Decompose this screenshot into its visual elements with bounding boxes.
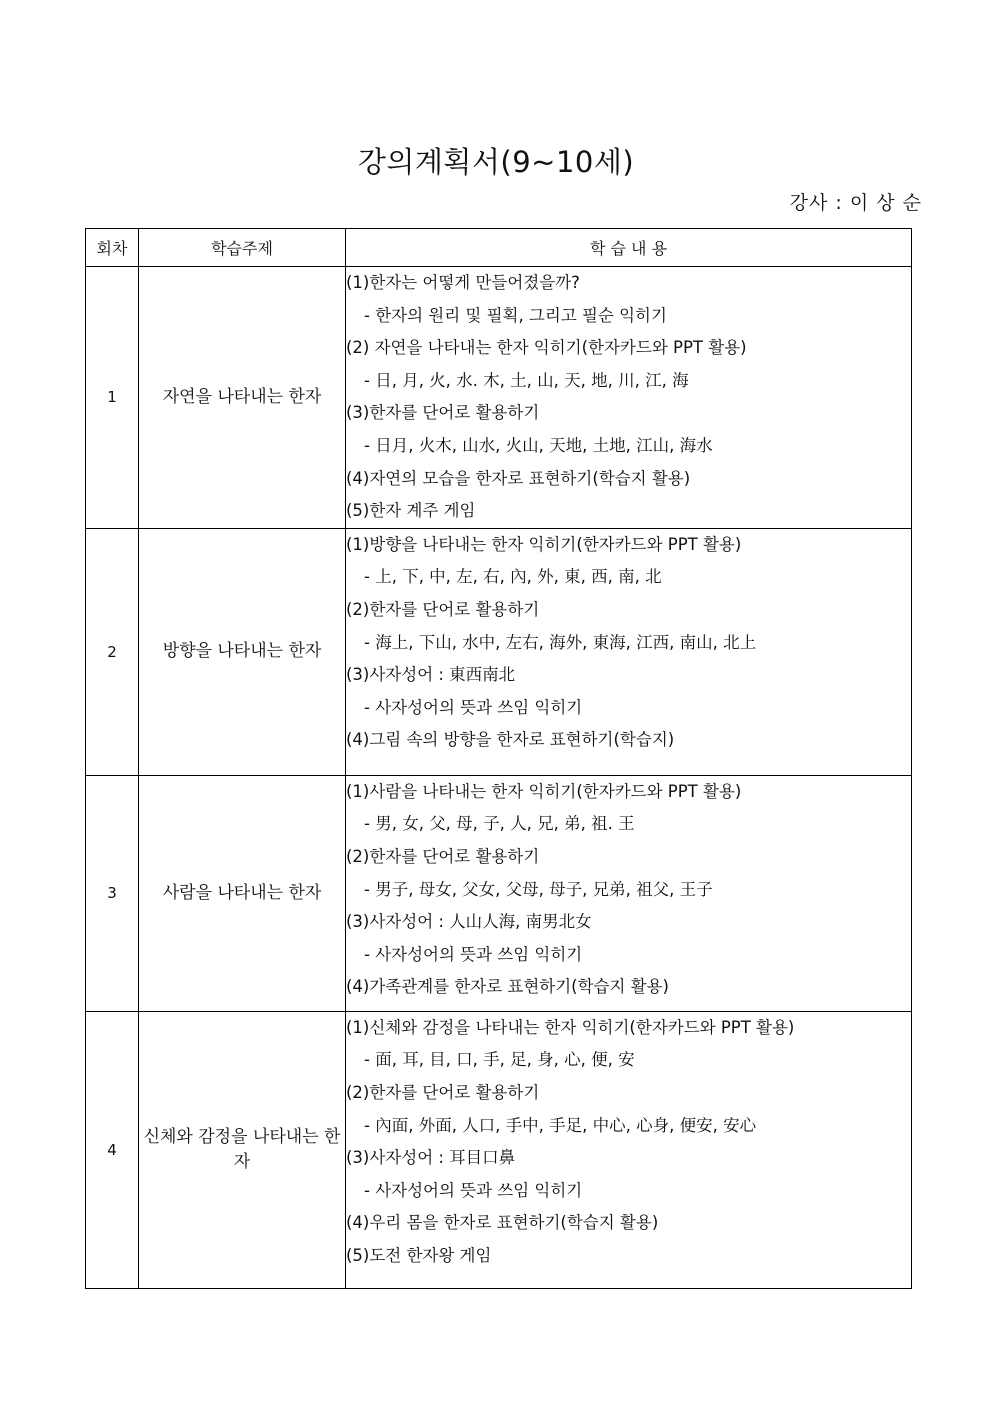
instructor-name: 강사 : 이 상 순 (789, 192, 922, 214)
content-line: - 內面, 外面, 人口, 手中, 手足, 中心, 心身, 便安, 安心 (364, 1115, 757, 1135)
session-number: 3 (86, 775, 139, 1011)
content-line: (1)신체와 감정을 나타내는 한자 익히기(한자카드와 PPT 활용) (346, 1017, 795, 1037)
content-line: (5)도전 한자왕 게임 (346, 1245, 492, 1265)
content-line: - 사자성어의 뜻과 쓰임 익히기 (364, 697, 583, 717)
content-line: (2)한자를 단어로 활용하기 (346, 1082, 540, 1102)
content-line: - 사자성어의 뜻과 쓰임 익히기 (364, 944, 583, 964)
header-content: 학 습 내 용 (346, 229, 912, 267)
content-line: (4)가족관계를 한자로 표현하기(학습지 활용) (346, 977, 669, 997)
session-content (346, 1011, 912, 1288)
content-line: - 海上, 下山, 水中, 左右, 海外, 東海, 江西, 南山, 北上 (364, 632, 757, 652)
content-line: - 男子, 母女, 父女, 父母, 母子, 兄弟, 祖父, 王子 (364, 879, 713, 899)
content-line: (3)사자성어 : 耳目口鼻 (346, 1148, 516, 1168)
content-line: (1)한자는 어떻게 만들어졌을까? (346, 273, 580, 292)
content-line: (2)한자를 단어로 활용하기 (346, 599, 540, 619)
table-row (86, 1011, 912, 1288)
content-line: (5)한자 계주 게임 (346, 501, 476, 521)
header-topic: 학습주제 (139, 229, 346, 267)
session-content (346, 267, 912, 529)
content-line: - 男, 女, 父, 母, 子, 人, 兄, 弟, 祖. 王 (364, 814, 635, 834)
session-content (346, 528, 912, 775)
content-line: (3)사자성어 : 東西南北 (346, 665, 516, 685)
content-line: - 上, 下, 中, 左, 右, 內, 外, 東, 西, 南, 北 (364, 567, 662, 587)
content-line: (2)한자를 단어로 활용하기 (346, 846, 540, 866)
content-line: (1)사람을 나타내는 한자 익히기(한자카드와 PPT 활용) (346, 781, 742, 801)
document-title: 강의계획서(9~10세) (357, 145, 635, 179)
content-line: (3)사자성어 : 人山人海, 南男北女 (346, 912, 592, 932)
content-line: (3)한자를 단어로 활용하기 (346, 403, 540, 423)
session-topic: 방향을 나타내는 한자 (139, 528, 346, 775)
lesson-plan-table (85, 228, 912, 1289)
table-row (86, 528, 912, 775)
session-number: 4 (86, 1011, 139, 1288)
content-line: - 한자의 원리 및 필획, 그리고 필순 익히기 (364, 305, 667, 325)
session-content (346, 775, 912, 1011)
content-line: - 日, 月, 火, 水. 木, 土, 山, 天, 地, 川, 江, 海 (364, 370, 689, 390)
session-number: 1 (86, 267, 139, 529)
table-header-row (86, 229, 912, 267)
content-line: (2) 자연을 나타내는 한자 익히기(한자카드와 PPT 활용) (346, 338, 747, 358)
content-line: (1)방향을 나타내는 한자 익히기(한자카드와 PPT 활용) (346, 534, 742, 554)
session-topic: 신체와 감정을 나타내는 한자 (139, 1011, 346, 1288)
content-line: (4)우리 몸을 한자로 표현하기(학습지 활용) (346, 1213, 659, 1233)
content-line: - 面, 耳, 目, 口, 手, 足, 身, 心, 便, 安 (364, 1050, 635, 1070)
session-topic: 사람을 나타내는 한자 (139, 775, 346, 1011)
table-row (86, 775, 912, 1011)
table-row (86, 267, 912, 529)
content-line: - 日月, 火木, 山水, 火山, 天地, 土地, 江山, 海水 (364, 435, 713, 455)
session-number: 2 (86, 528, 139, 775)
content-line: - 사자성어의 뜻과 쓰임 익히기 (364, 1180, 583, 1200)
content-line: (4)자연의 모습을 한자로 표현하기(학습지 활용) (346, 468, 691, 488)
header-session: 회차 (86, 229, 139, 267)
session-topic: 자연을 나타내는 한자 (139, 267, 346, 529)
content-line: (4)그림 속의 방향을 한자로 표현하기(학습지) (346, 730, 675, 750)
